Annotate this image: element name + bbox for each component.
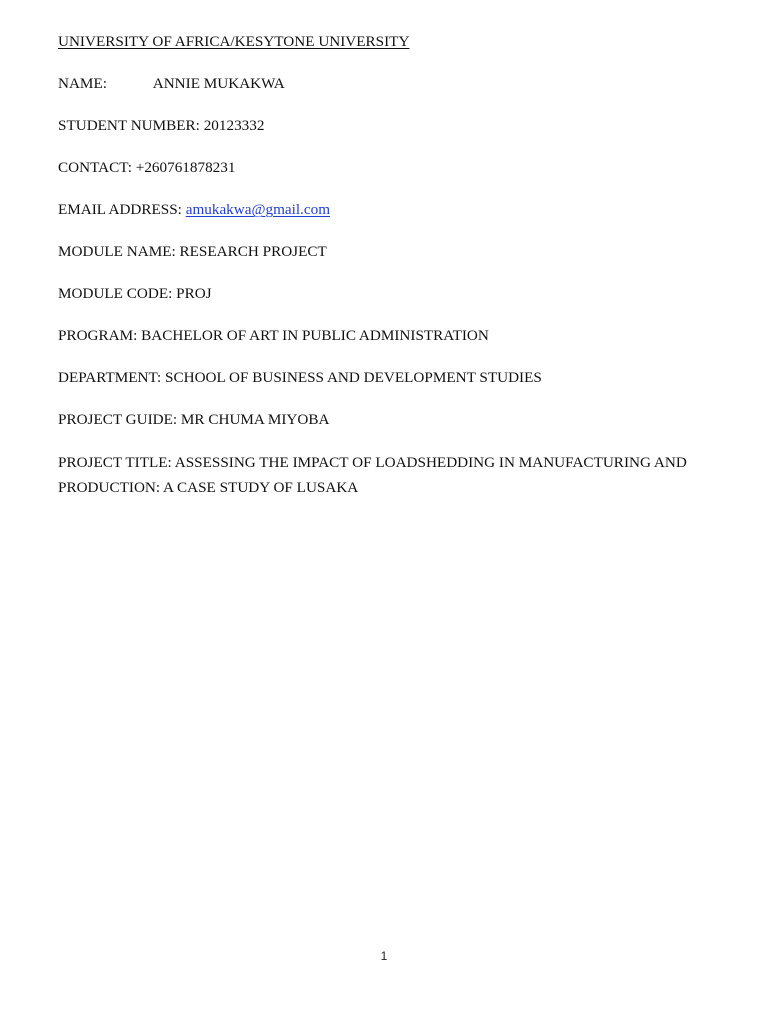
- project-title-line: PROJECT TITLE: ASSESSING THE IMPACT OF LOADSHEDDING IN MANUFACTURING AND PRODUCTION: A CASE STUDY OF LUSAKA: [58, 454, 687, 496]
- student-number-line: STUDENT NUMBER: 20123332: [58, 117, 265, 134]
- contact-line: CONTACT: +260761878231: [58, 159, 236, 176]
- student-name-line: [58, 73, 718, 95]
- email-link[interactable]: amukakwa@gmail.com: [185, 201, 331, 218]
- university-heading: UNIVERSITY OF AFRICA/KESYTONE UNIVERSITY: [58, 33, 410, 50]
- email-line: [58, 199, 718, 221]
- program-line: PROGRAM: BACHELOR OF ART IN PUBLIC ADMINISTRATION: [58, 327, 489, 344]
- project-guide-line: PROJECT GUIDE: MR CHUMA MIYOBA: [58, 411, 330, 428]
- name-value: ANNIE MUKAKWA: [152, 75, 285, 92]
- module-name-line: MODULE NAME: RESEARCH PROJECT: [58, 243, 327, 260]
- email-label: EMAIL ADDRESS:: [58, 201, 182, 218]
- name-label: NAME:: [58, 75, 107, 92]
- page-number: 1: [380, 949, 388, 963]
- module-code-line: MODULE CODE: PROJ: [58, 285, 212, 302]
- document-content: [58, 31, 718, 520]
- department-line: DEPARTMENT: SCHOOL OF BUSINESS AND DEVELOPMENT STUDIES: [58, 369, 542, 386]
